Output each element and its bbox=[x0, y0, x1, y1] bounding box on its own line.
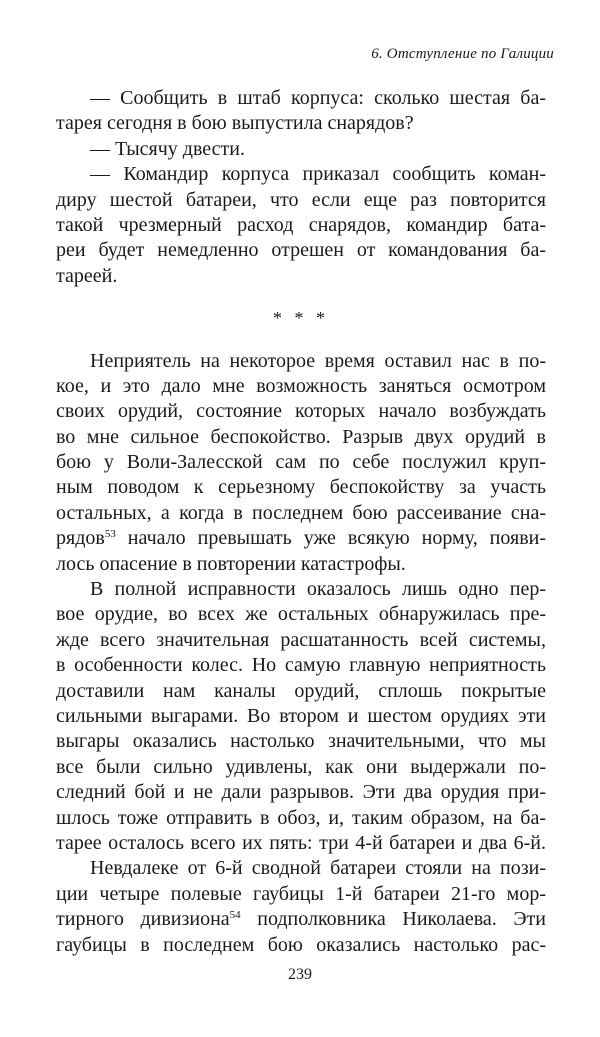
text-line: тарее осталось всего их пять: три 4-й батареи и два 6-й. bbox=[56, 831, 546, 854]
text-line: тареей. bbox=[56, 264, 118, 287]
text-line: — Сообщить в штаб корпуса: сколько шестая ба- bbox=[90, 87, 546, 109]
text-line: Неприятель на некоторое время оставил нас в по- bbox=[90, 349, 546, 372]
text-line: В полной исправности оказалось лишь одно пер- bbox=[90, 578, 546, 601]
text-line: ции четыре полевые гаубицы 1-й батареи 21-го мор- bbox=[56, 882, 546, 905]
text-line: все были сильно удивлены, как они выдержали по- bbox=[56, 755, 546, 778]
text-line: сильными выгарами. Во втором и шестом орудиях эти bbox=[56, 704, 546, 727]
text-line: гаубицы в последнем бою оказались настолько рас- bbox=[56, 933, 546, 956]
text-line: такой чрезмерный расход снарядов, командир бата- bbox=[56, 213, 546, 236]
text-line: во мне сильное беспокойство. Разрыв двух орудий в bbox=[56, 425, 546, 448]
text-line: своих орудий, состояние которых начало возбуждать bbox=[56, 400, 546, 423]
running-header: 6. Отступление по Галиции bbox=[371, 46, 554, 62]
paragraph-3 bbox=[56, 856, 546, 958]
text-line: следний бой и не дали разрывов. Эти два орудия при- bbox=[56, 781, 546, 804]
footnote-marker: 53 bbox=[104, 528, 116, 541]
text-line: — Командир корпуса приказал сообщить коман- bbox=[90, 163, 546, 186]
text-line: кое, и это дало мне возможность заняться осмотром bbox=[56, 374, 546, 397]
text-fragment: рядов bbox=[56, 527, 105, 550]
text-line: выгары оказались настолько значительными, что мы bbox=[56, 730, 546, 753]
text-line: лось опасение в повторении катастрофы. bbox=[56, 552, 406, 575]
text-line-with-footnote bbox=[56, 907, 546, 932]
text-line: доставили нам каналы орудий, сплошь покрытые bbox=[56, 679, 546, 702]
text-line: в особенности колес. Но самую главную неприятность bbox=[56, 654, 546, 677]
text-line: Невдалеке от 6-й сводной батареи стояли на пози- bbox=[90, 857, 546, 880]
text-line: вое орудие, во всех же остальных обнаружилась пре- bbox=[56, 603, 546, 626]
text-line: остальных, а когда в последнем бою рассеивание сна- bbox=[56, 501, 546, 524]
text-fragment: подполковника Николаева. Эти bbox=[240, 908, 546, 931]
body-text bbox=[56, 86, 546, 958]
text-line: бою у Воли-Залесской сам по себе послужил круп- bbox=[56, 451, 546, 474]
text-line: шлось тоже отправить в обоз, и, таким образом, на ба- bbox=[56, 806, 546, 829]
dialogue-line-2 bbox=[56, 137, 546, 162]
section-separator: * * * bbox=[273, 308, 329, 329]
text-line: — Тысячу двести. bbox=[90, 137, 245, 160]
paragraph-2 bbox=[56, 577, 546, 856]
dialogue-line-3 bbox=[56, 162, 546, 289]
page-number: 239 bbox=[288, 966, 312, 983]
footnote-marker: 54 bbox=[229, 909, 241, 922]
text-line: жде всего значительная расшатанность всей системы, bbox=[56, 628, 546, 651]
dialogue-line-1 bbox=[56, 86, 546, 137]
text-fragment: начало превышать уже всякую норму, появи- bbox=[115, 527, 546, 550]
text-fragment: тирного дивизиона bbox=[56, 908, 230, 931]
text-line: тарея сегодня в бою выпустила снарядов? bbox=[56, 112, 414, 135]
text-line: реи будет немедленно отрешен от командования ба- bbox=[56, 239, 546, 262]
text-line-with-footnote bbox=[56, 526, 546, 551]
paragraph-1 bbox=[56, 349, 546, 578]
text-line: ным поводом к серьезному беспокойству за участь bbox=[56, 476, 546, 499]
text-line: диру шестой батареи, что если еще раз повторится bbox=[56, 188, 546, 211]
